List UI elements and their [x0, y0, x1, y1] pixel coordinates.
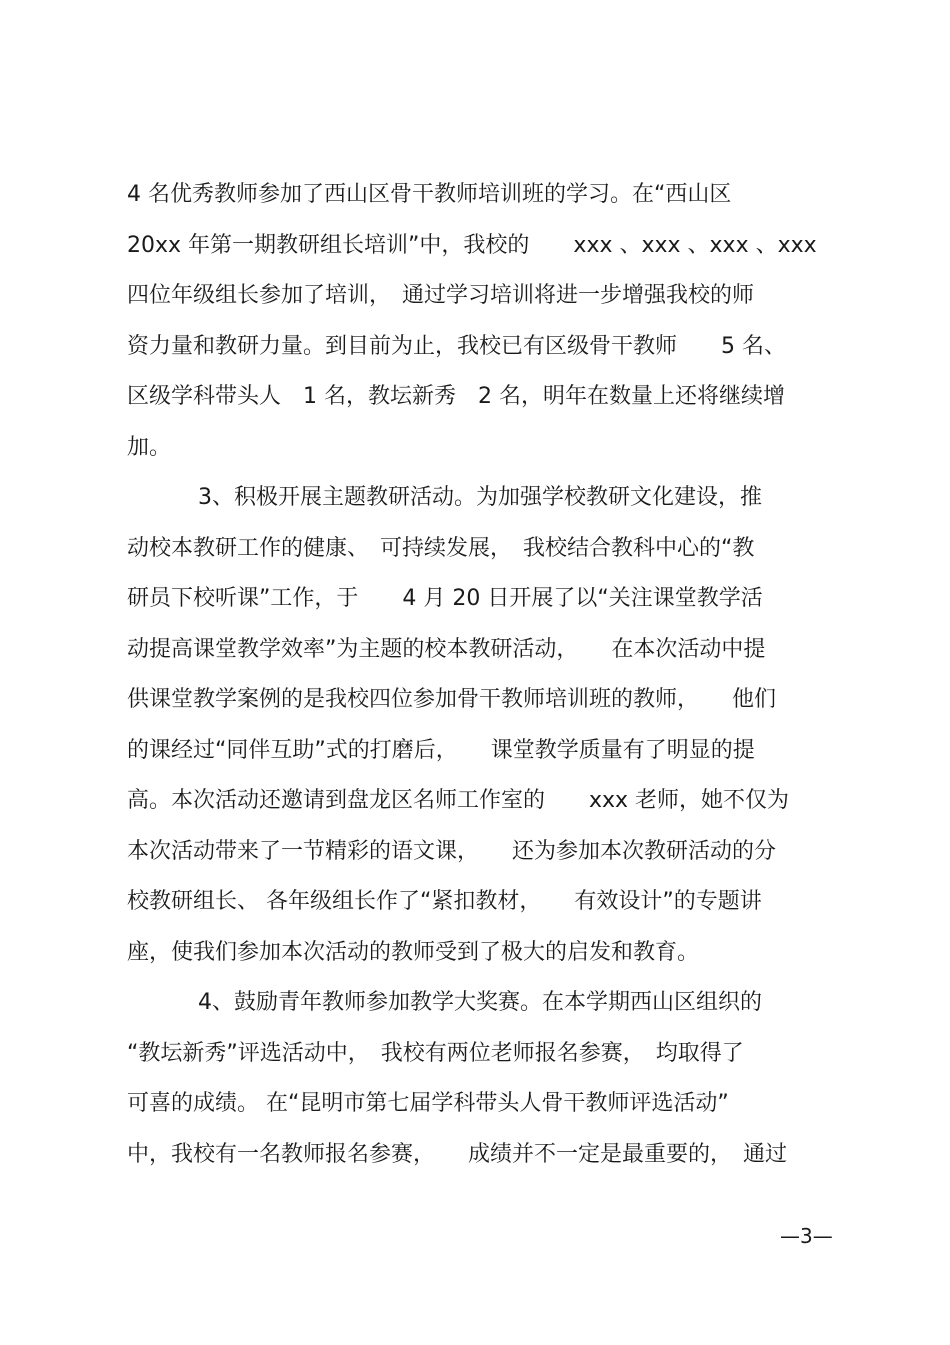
text-line: 中，我校有一名教师报名参赛， 成绩并不一定是最重要的， 通过 — [127, 1142, 788, 1167]
text-line: 动提高课堂教学效率”为主题的校本教研活动， 在本次活动中提 — [127, 637, 766, 662]
text-line: 区级学科带头人 1 名，教坛新秀 2 名，明年在数量上还将继续增 — [127, 384, 785, 409]
text-line: 四位年级组长参加了培训， 通过学习培训将进一步增强我校的师 — [127, 283, 755, 308]
text-line: 加。 — [127, 435, 172, 460]
text-line: 3、积极开展主题教研活动。为加强学校教研文化建设，推 — [176, 485, 762, 510]
text-line: 研员下校听课”工作，于 4 月 20 日开展了以“关注课堂教学活 — [127, 586, 763, 611]
text-line: 的课经过“同伴互助”式的打磨后， 课堂教学质量有了明显的提 — [127, 738, 755, 763]
page-number: —3— — [780, 1224, 833, 1248]
text-line: 本次活动带来了一节精彩的语文课， 还为参加本次教研活动的分 — [127, 839, 777, 864]
text-line: 资力量和教研力量。到目前为止，我校已有区级骨干教师 5 名、 — [127, 334, 786, 359]
text-line: 20xx 年第一期教研组长培训”中，我校的 xxx 、xxx 、xxx 、xxx — [127, 233, 817, 258]
text-line: 动校本教研工作的健康、 可持续发展， 我校结合教科中心的“教 — [127, 536, 755, 561]
text-line: “教坛新秀”评选活动中， 我校有两位老师报名参赛， 均取得了 — [127, 1041, 744, 1066]
text-line: 4、鼓励青年教师参加教学大奖赛。在本学期西山区组织的 — [176, 990, 762, 1015]
text-line: 供课堂教学案例的是我校四位参加骨干教师培训班的教师， 他们 — [127, 687, 777, 712]
text-line: 4 名优秀教师参加了西山区骨干教师培训班的学习。在“西山区 — [127, 182, 732, 207]
text-line: 座，使我们参加本次活动的教师受到了极大的启发和教育。 — [127, 940, 700, 965]
text-line: 校教研组长、 各年级组长作了“紧扣教材， 有效设计”的专题讲 — [127, 889, 762, 914]
text-line: 可喜的成绩。 在“昆明市第七届学科带头人骨干教师评选活动” — [127, 1091, 729, 1116]
text-line: 高。本次活动还邀请到盘龙区名师工作室的 xxx 老师，她不仅为 — [127, 788, 790, 813]
